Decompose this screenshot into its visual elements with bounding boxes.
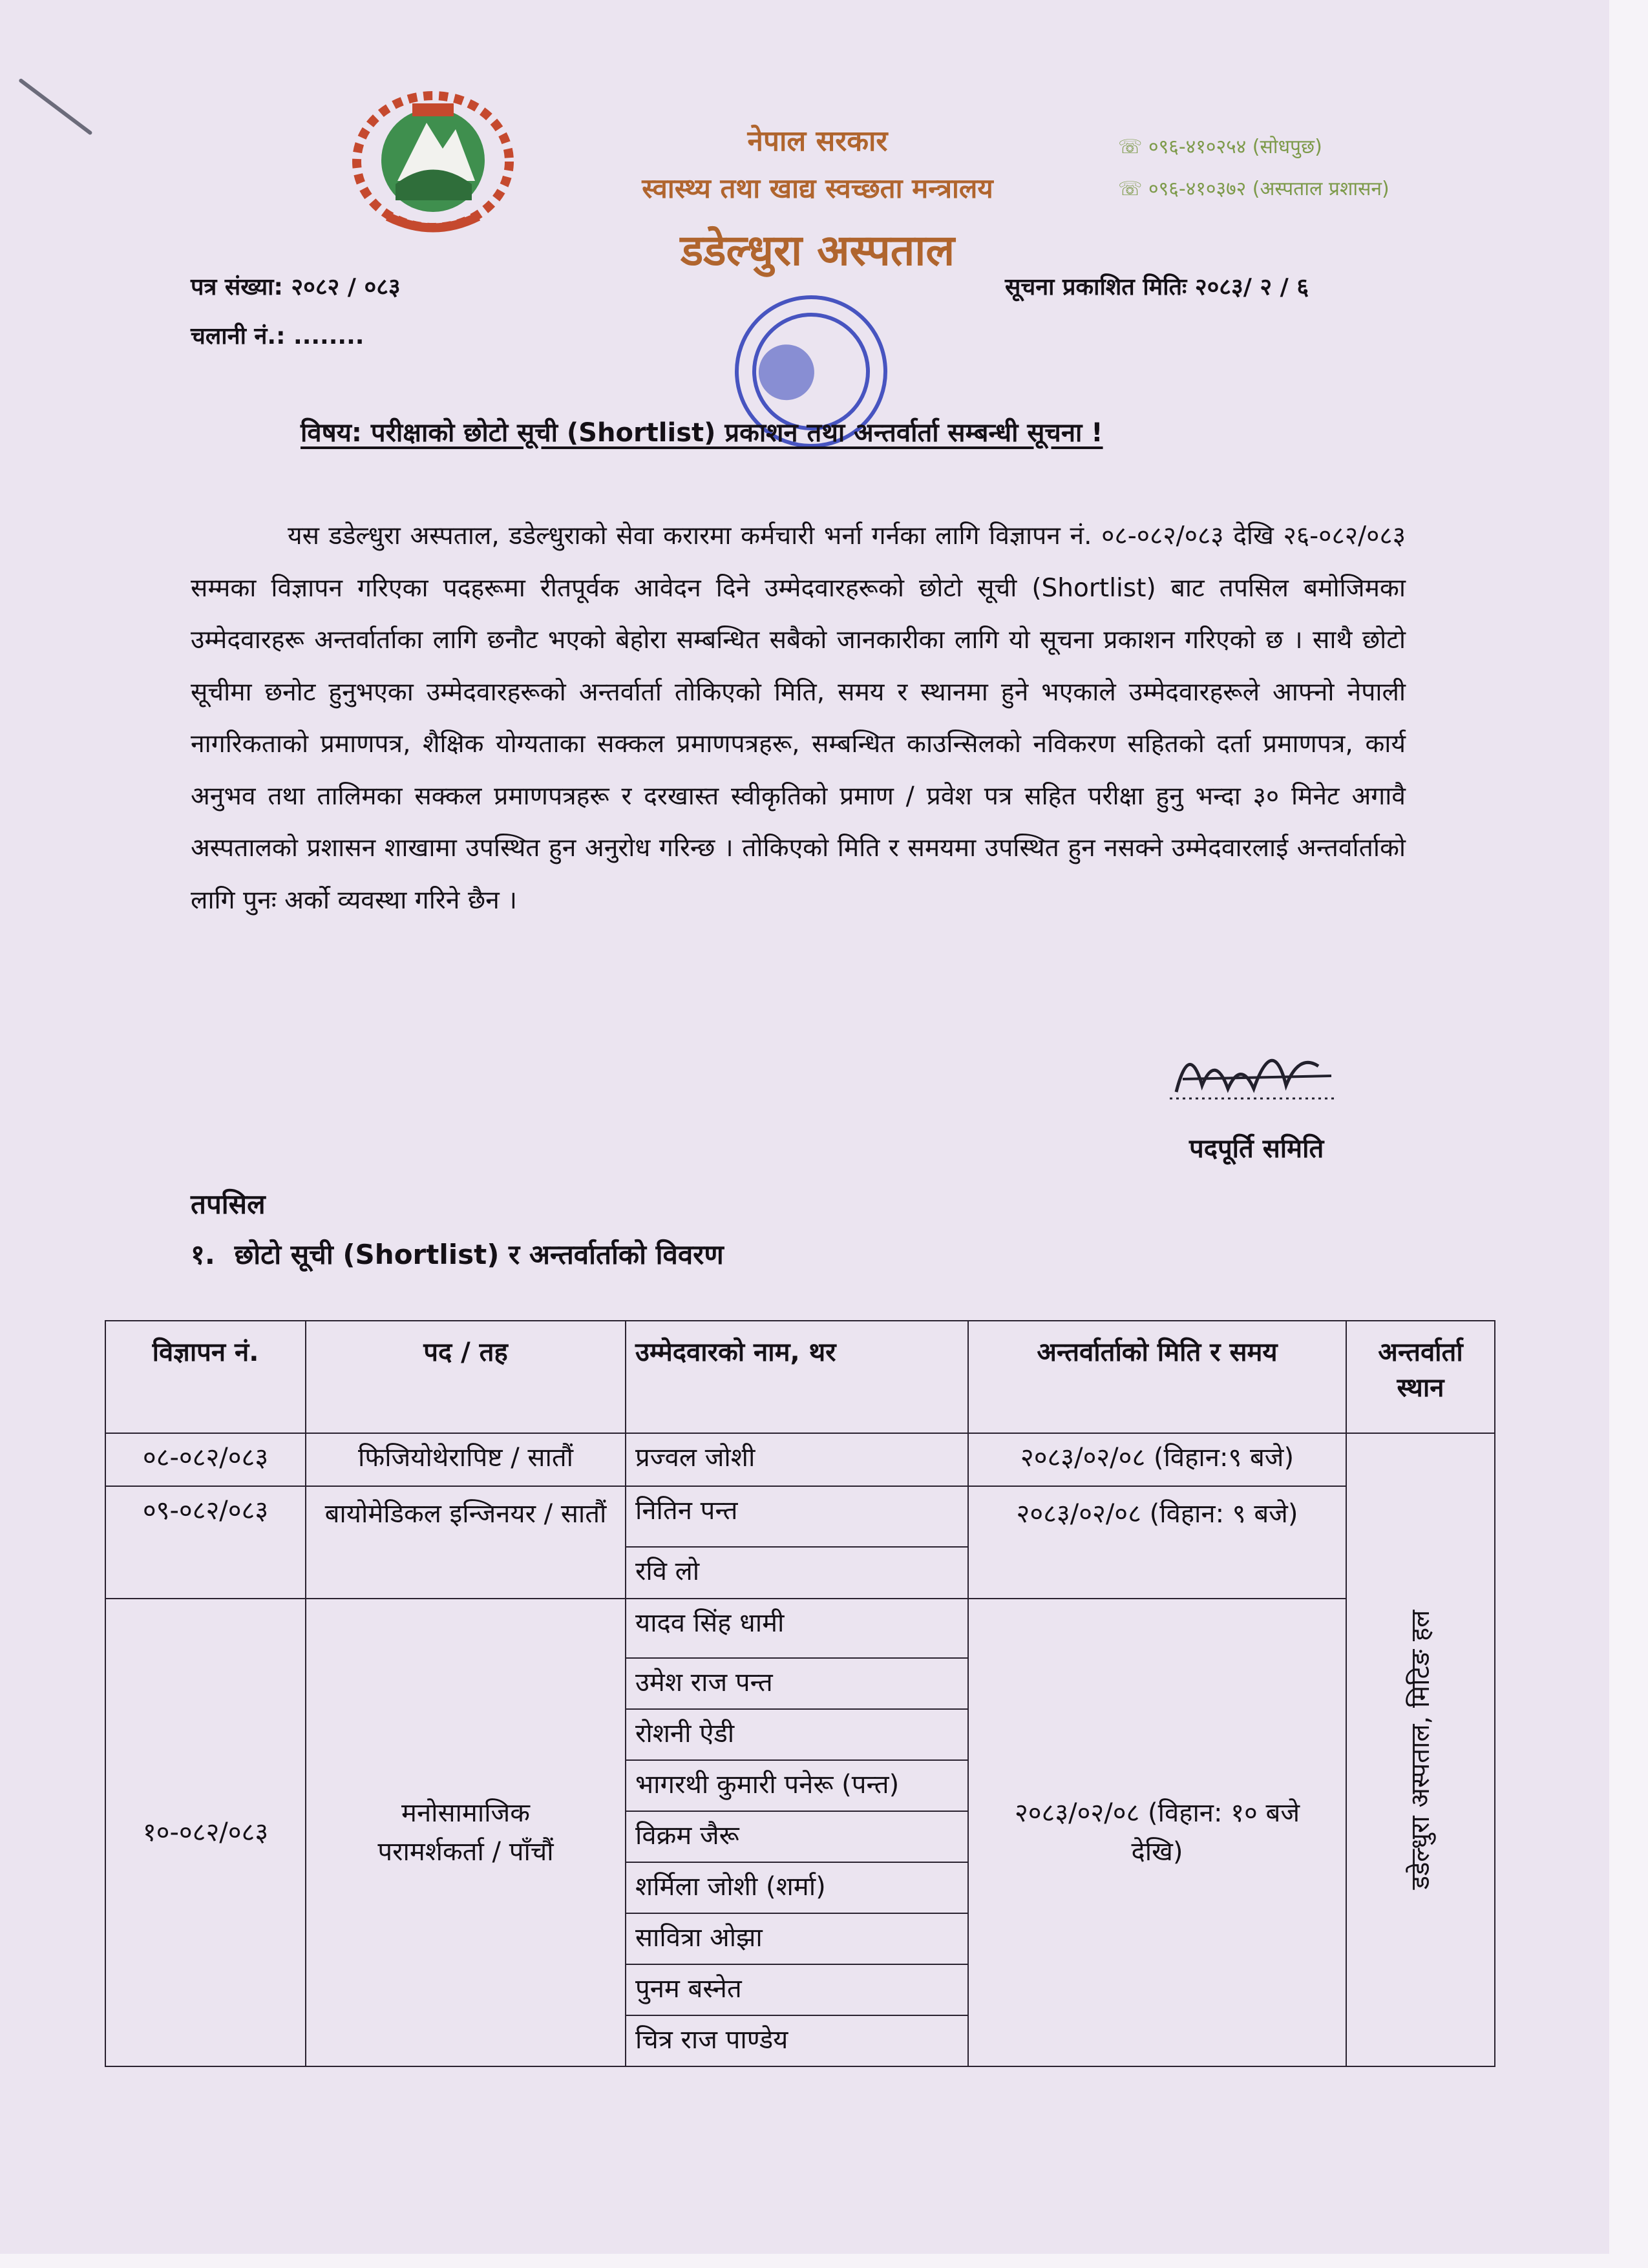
candidate-name: रवि लो (626, 1547, 968, 1599)
handwritten-signature (1163, 1027, 1357, 1118)
hospital-name: डडेल्धुरा अस्पताल (680, 226, 955, 275)
header-post: पद / तह (306, 1321, 626, 1433)
candidate-name: नितिन पन्त (626, 1486, 968, 1547)
header-venue: अन्तर्वार्ता स्थान (1346, 1321, 1495, 1433)
notice-body: यस डडेल्धुरा अस्पताल, डडेल्धुराको सेवा करारमा कर्मचारी भर्ना गर्नका लागि विज्ञापन नं. ०८-०८२/०८३ देखि २६-०८२/०८३ सम्मका विज्ञापन गरिएका पदहरूमा रीतपूर्वक आवेदन दिने उम्मेदवारहरूको छोटो सूची (Shortlist) बाट तपसिल बमोजिमका उम्मेदवारहरू अन्तर्वार्ताका लागि छनौट भएको बेहोरा सम्बन्धित सबैको जानकारीका लागि यो सूचना प्रकाशन गरिएको छ । साथै छोटो सूचीमा छनोट हुनुभएका उम्मेदवारहरूको अन्तर्वार्ता तोकिएको मिति, समय र स्थानमा हुने भएकाले उम्मेदवारहरूले आफ्नो नेपाली नागरिकताको प्रमाणपत्र, शैक्षिक योग्यताका सक्कल प्रमाणपत्रहरू, सम्बन्धित काउन्सिलको नविकरण सहितको दर्ता प्रमाणपत्र, कार्य अनुभव तथा तालिमका सक्कल प्रमाणपत्रहरू र दरखास्त स्वीकृतिको प्रमाण / प्रवेश पत्र सहित परीक्षा हुनु भन्दा ३० मिनेट अगावै अस्पतालको प्रशासन शाखामा उपस्थित हुन अनुरोध गरिन्छ । तोकिएको मिति र समयमा उपस्थित हुन नसक्ने उम्मेदवारलाई अन्तर्वार्ताको लागि पुनः अर्को व्यवस्था गरिने छैन । (191, 521, 1406, 915)
post-cell: मनोसामाजिक परामर्शकर्ता / पाँचौं (306, 1599, 626, 2067)
publish-date: सूचना प्रकाशित मितिः २०८३/ २ / ६ (1005, 274, 1309, 300)
venue-cell (1346, 1433, 1495, 2066)
section-number: १. (191, 1239, 215, 1270)
candidate-name: उमेश राज पन्त (626, 1658, 968, 1709)
venue-text: डडेल्धुरा अस्पताल, मिटिङ हल (1406, 1610, 1435, 1890)
annex-title: तपसिल (191, 1188, 266, 1220)
section-heading (191, 1235, 724, 1272)
datetime-cell: २०८३/०२/०८ (विहान: ९ बजे) (968, 1486, 1346, 1599)
header-candidate: उम्मेदवारको नाम, थर (626, 1321, 968, 1433)
post-cell: बायोमेडिकल इन्जिनयर / सातौं (306, 1486, 626, 1599)
post-cell: फिजियोथेरापिष्ट / सातौं (306, 1433, 626, 1486)
dispatch-number: चलानी नं.: ........ (191, 323, 364, 350)
candidate-name: विक्रम जैरू (626, 1811, 968, 1862)
candidate-name: यादव सिंह धामी (626, 1599, 968, 1659)
candidate-name: शर्मिला जोशी (शर्मा) (626, 1862, 968, 1913)
table-header-row (105, 1321, 1495, 1433)
shortlist-table (105, 1320, 1495, 2067)
datetime-cell: २०८३/०२/०८ (विहान:९ बजे) (968, 1433, 1346, 1486)
candidate-name: पुनम बस्नेत (626, 1964, 968, 2015)
datetime-cell: २०८३/०२/०८ (विहान: १० बजे देखि) (968, 1599, 1346, 2067)
scan-margin (1609, 0, 1648, 2268)
table-row (105, 1486, 1495, 1547)
scan-margin-bottom (0, 2254, 1648, 2268)
ad-number-cell: १०-०८२/०८३ (105, 1599, 306, 2067)
table-row (105, 1599, 1495, 1659)
notice-subject: विषय: परीक्षाको छोटो सूची (Shortlist) प्रकाशन तथा अन्तर्वार्ता सम्बन्धी सूचना ! (301, 418, 1103, 448)
header-ad-no: विज्ञापन नं. (105, 1321, 306, 1433)
phone-inquiry: ☏ ०९६-४१०२५४ (सोधपुछ) (1118, 136, 1322, 158)
section-title: छोटो सूची (Shortlist) र अन्तर्वार्ताको विवरण (234, 1239, 724, 1270)
candidate-name: सावित्रा ओझा (626, 1913, 968, 1964)
candidate-name: रोशनी ऐडी (626, 1709, 968, 1760)
government-name: नेपाल सरकार (747, 125, 888, 158)
signatory-committee: पदपूर्ति समिति (1189, 1134, 1324, 1164)
header-datetime: अन्तर्वार्ताको मिति र समय (968, 1321, 1346, 1433)
ad-number-cell: ०९-०८२/०८३ (105, 1486, 306, 1599)
letter-number: पत्र संख्या: २०८२ / ०८३ (191, 274, 401, 300)
table-row (105, 1433, 1495, 1486)
phone-admin: ☏ ०९६-४१०३७२ (अस्पताल प्रशासन) (1118, 178, 1389, 200)
candidate-name: प्रज्वल जोशी (626, 1433, 968, 1486)
candidate-name: भागरथी कुमारी पनेरू (पन्त) (626, 1760, 968, 1811)
ad-number-cell: ०८-०८२/०८३ (105, 1433, 306, 1486)
ministry-name: स्वास्थ्य तथा खाद्य स्वच्छता मन्त्रालय (642, 173, 993, 204)
candidate-name: चित्र राज पाण्डेय (626, 2015, 968, 2066)
